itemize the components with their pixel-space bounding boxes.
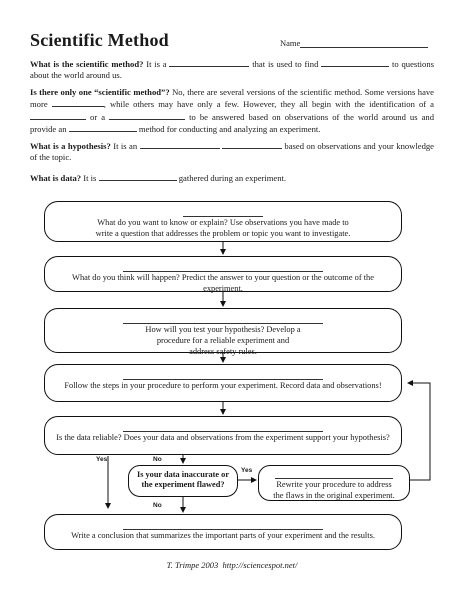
footer-credit <box>0 560 464 570</box>
flow-step-analyze: Is the data reliable? Does your data and observations from the experiment support your hypothesis? <box>44 416 402 455</box>
question-only-one-method: Is there only one “scientific method”? No, there are several versions of the scientific method. Some versions have more , while others may have only a few. However, they all begin with the identification of a or a to be answered based on observations of the world around us and provide an method for conducting and analyzing an experiment. <box>30 87 435 134</box>
flow-step-hypothesis: What do you think will happen? Predict the answer to your question or the outcome of the experiment. <box>44 256 402 292</box>
decision-data-flawed: Is your data inaccurate or the experiment flawed? <box>128 465 238 497</box>
step-answer-blank[interactable] <box>123 422 323 432</box>
author-credit: T. Trimpe 2003 <box>166 560 219 570</box>
question-heading: Is there only one “scientific method”? <box>30 87 170 97</box>
label-no-bottom: No <box>153 502 162 509</box>
flow-step-perform: Follow the steps in your procedure to perform your experiment. Record data and observations! <box>44 364 402 402</box>
name-label: Name <box>280 38 301 48</box>
flow-step-procedure: How will you test your hypothesis? Develop a procedure for a reliable experiment and address safety rules. <box>44 308 402 353</box>
step-answer-blank[interactable] <box>183 207 263 217</box>
label-no-top: No <box>153 456 162 463</box>
step-answer-blank[interactable] <box>123 262 323 272</box>
question-heading: What is the scientific method? <box>30 59 144 69</box>
step-answer-blank[interactable] <box>123 370 323 380</box>
step-answer-blank[interactable] <box>123 314 323 324</box>
page-title: Scientific Method <box>30 30 169 50</box>
label-yes-left: Yes <box>96 456 108 463</box>
question-hypothesis: What is a hypothesis? It is an based on observations and your knowledge of the topic. <box>30 141 434 163</box>
label-yes-right: Yes <box>241 467 253 474</box>
question-heading: What is a hypothesis? <box>30 141 111 151</box>
step-answer-blank[interactable] <box>123 520 323 530</box>
question-heading: What is data? <box>30 173 82 183</box>
flow-step-conclusion: Write a conclusion that summarizes the important parts of your experiment and the results. <box>44 514 402 550</box>
question-scientific-method: What is the scientific method? It is a that is used to find to questions about the world around us. <box>30 59 434 81</box>
question-data: What is data? It is gathered during an experiment. <box>30 173 287 183</box>
flow-step-rewrite: Rewrite your procedure to address the flaws in the original experiment. <box>258 465 410 501</box>
flow-step-question: What do you want to know or explain? Use observations you have made to write a question that addresses the problem or topic you want to investigate. <box>44 201 402 242</box>
source-url: http://sciencespot.net/ <box>222 560 298 570</box>
step-answer-blank[interactable] <box>275 469 393 479</box>
